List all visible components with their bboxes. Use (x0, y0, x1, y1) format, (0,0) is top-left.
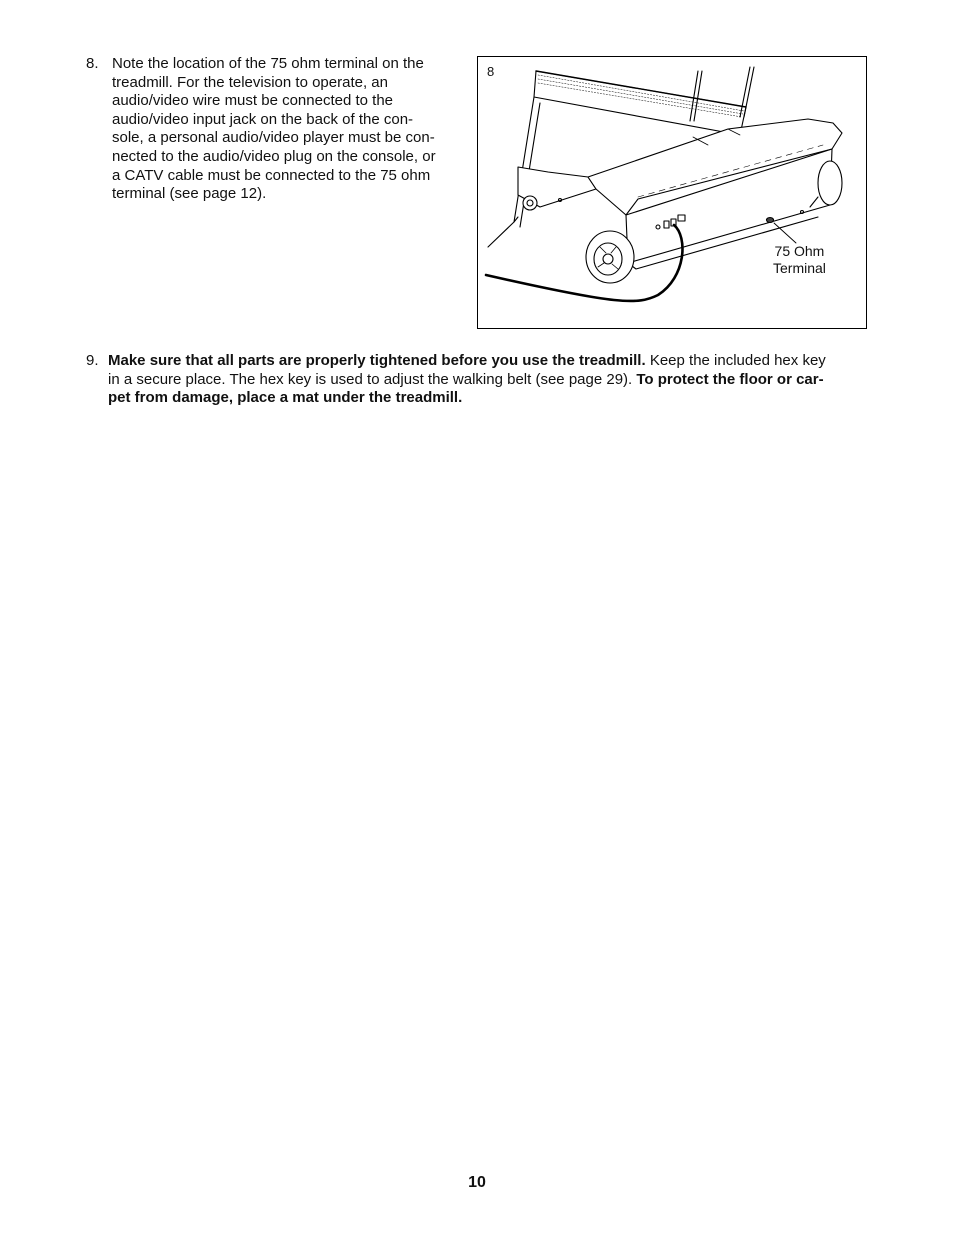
page-number: 10 (468, 1174, 486, 1191)
step-9-line (108, 352, 868, 371)
step-8-line: audio/video input jack on the back of the con- (112, 110, 414, 128)
step-8-line: sole, a personal audio/video player must be con- (112, 129, 435, 147)
step-8-line: a CATV cable must be connected to the 75 ohm (112, 166, 431, 184)
callout-line: Terminal (773, 260, 826, 276)
step-8-text (112, 55, 457, 204)
step-8-number: 8. (86, 55, 99, 72)
treadmill-illustration (478, 57, 868, 330)
figure-8 (477, 56, 867, 329)
instruction-text: in a secure place. The hex key is used to adjust the walking belt (see page 29). (108, 370, 637, 388)
step-8-line: Note the location of the 75 ohm terminal on the (112, 55, 424, 72)
bold-instruction: pet from damage, place a mat under the treadmill. (108, 389, 463, 407)
step-9-line (108, 389, 868, 408)
callout-line: 75 Ohm (774, 243, 825, 259)
callout-75-ohm-terminal (773, 243, 826, 277)
step-9-number: 9. (86, 352, 99, 369)
step-8-line: treadmill. For the television to operate, an (112, 73, 388, 91)
step-8-line: nected to the audio/video plug on the console, or (112, 147, 436, 165)
instruction-text: Keep the included hex key (645, 352, 826, 369)
step-8-line: audio/video wire must be connected to the (112, 92, 394, 110)
step-9-line (108, 371, 868, 390)
step-8-line: terminal (see page 12). (112, 185, 267, 203)
bold-instruction: Make sure that all parts are properly tightened before you use the treadmill. (108, 352, 646, 369)
figure-number: 8 (487, 64, 495, 79)
step-9-text (108, 352, 868, 408)
bold-instruction: To protect the floor or car- (636, 370, 824, 388)
